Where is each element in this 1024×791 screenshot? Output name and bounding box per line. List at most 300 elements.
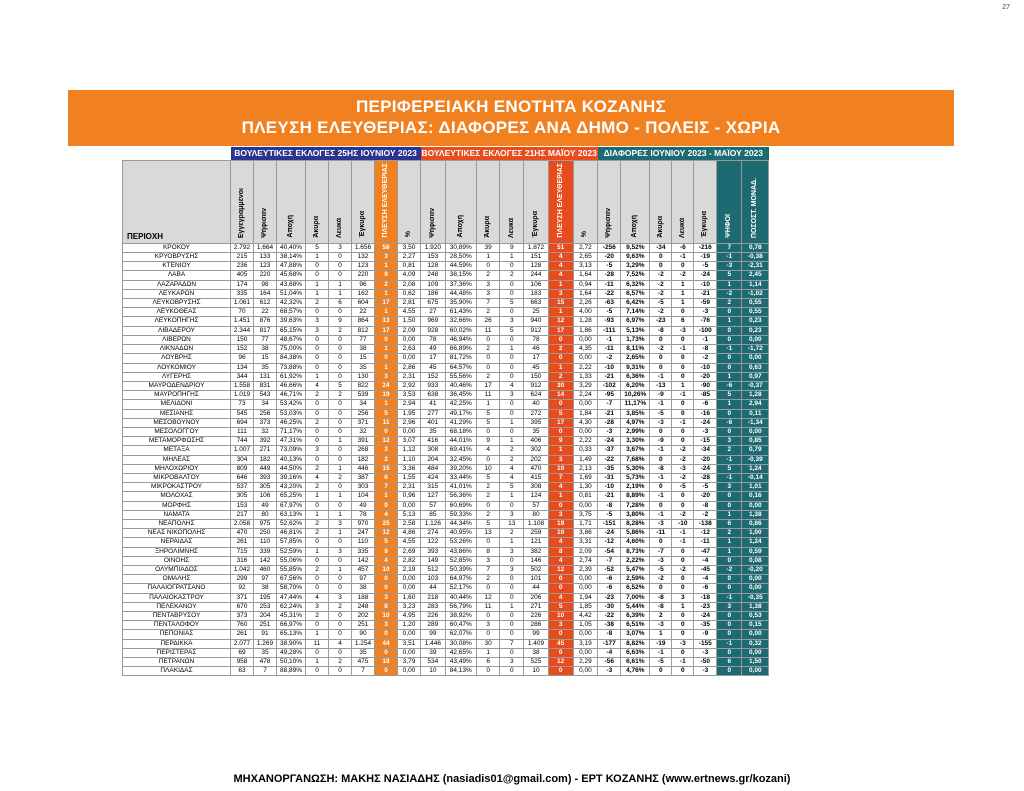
diff-cell: 0	[672, 335, 694, 344]
table-row	[123, 437, 769, 446]
diff-cell: -6	[598, 584, 621, 593]
diff-cell: -1	[650, 473, 672, 482]
region-name: ΠΕΤΡΑΝΩΝ	[123, 658, 231, 667]
diff-cell: 0	[672, 630, 694, 639]
diff-points: 0,78	[742, 243, 769, 252]
diff-points: 0,59	[742, 547, 769, 556]
table-cell: 84,38%	[277, 354, 306, 363]
diff-points: 0,11	[742, 409, 769, 418]
table-cell: 88,89%	[277, 667, 306, 676]
region-name: ΜΕΤΑΜΟΡΦΩΣΗΣ	[123, 437, 231, 446]
table-cell: 0,00	[573, 584, 598, 593]
table-row	[123, 621, 769, 630]
diff-cell: 2,59%	[621, 575, 650, 584]
table-cell: 248	[352, 602, 375, 611]
may-pleusi-votes: 3	[548, 510, 573, 519]
diff-votes: 0	[717, 492, 742, 501]
table-cell: 1.269	[254, 639, 277, 648]
table-cell: 17	[421, 354, 446, 363]
table-cell: 217	[231, 510, 254, 519]
table-cell: 33,44%	[445, 473, 476, 482]
table-row	[123, 345, 769, 354]
diff-votes: 0	[717, 621, 742, 630]
table-cell: 151	[524, 253, 549, 262]
region-name: ΛΥΓΕΡΗΣ	[123, 372, 231, 381]
table-cell: 424	[421, 473, 446, 482]
table-row	[123, 262, 769, 271]
diff-cell: -5	[650, 658, 672, 667]
table-cell: 55,56%	[445, 372, 476, 381]
diff-cell: 3,85%	[621, 409, 650, 418]
table-cell: 305	[254, 483, 277, 492]
table-cell: 4	[329, 639, 352, 648]
june-pleusi-votes: 19	[375, 391, 398, 400]
table-cell: 43,68%	[277, 280, 306, 289]
june-pleusi-votes: 10	[375, 611, 398, 620]
table-cell: 1,85	[573, 602, 598, 611]
table-cell: 0	[500, 630, 524, 639]
table-cell: 6	[329, 299, 352, 308]
table-cell: 150	[524, 372, 549, 381]
may-pleusi-votes: 19	[548, 519, 573, 528]
diff-cell: 1	[672, 602, 694, 611]
table-cell: 2.077	[231, 639, 254, 648]
diff-votes: 0	[717, 648, 742, 657]
table-cell: 40	[524, 400, 549, 409]
table-cell: 2	[476, 345, 500, 354]
table-cell: 612	[254, 299, 277, 308]
diff-votes: 2	[717, 446, 742, 455]
table-cell: 1	[306, 510, 329, 519]
table-cell: 2	[306, 611, 329, 620]
june-pleusi-votes: 1	[375, 400, 398, 409]
diff-cell: 8,82%	[621, 639, 650, 648]
table-cell: 4	[500, 381, 524, 390]
diff-cell: -21	[598, 492, 621, 501]
diff-cell: 9,52%	[621, 243, 650, 252]
table-cell: 274	[421, 529, 446, 538]
table-cell: 393	[421, 547, 446, 556]
table-cell: 42,32%	[277, 299, 306, 308]
table-cell: 2	[306, 464, 329, 473]
table-cell: 0	[500, 280, 524, 289]
table-cell: 2	[306, 483, 329, 492]
table-cell: 162	[352, 289, 375, 298]
diff-cell: 0	[672, 611, 694, 620]
table-cell: 0,00	[573, 575, 598, 584]
table-cell: 0	[500, 400, 524, 409]
table-cell: 61,43%	[445, 308, 476, 317]
diff-cell: -3	[672, 326, 694, 335]
col-header-june-0: Εγγεγραμμένοι	[231, 161, 254, 244]
diff-cell: -1	[650, 510, 672, 519]
table-cell: 1.872	[524, 243, 549, 252]
table-cell: 142	[352, 556, 375, 565]
june-pleusi-votes: 1	[375, 363, 398, 372]
table-cell: 63	[231, 667, 254, 676]
table-row	[123, 602, 769, 611]
table-cell: 3	[500, 317, 524, 326]
table-cell: 45,31%	[277, 611, 306, 620]
diff-cell: -16	[694, 409, 717, 418]
diff-points: 0,00	[742, 630, 769, 639]
table-cell: 0,81	[398, 262, 421, 271]
table-cell: 128	[524, 262, 549, 271]
table-cell: 0	[500, 667, 524, 676]
table-row	[123, 648, 769, 657]
diff-cell: -34	[694, 446, 717, 455]
diff-cell: -7	[650, 547, 672, 556]
table-cell: 5	[476, 409, 500, 418]
table-cell: 0	[476, 262, 500, 271]
table-cell: 1.007	[231, 446, 254, 455]
table-cell: 1,71	[573, 519, 598, 528]
table-cell: 40,44%	[445, 593, 476, 602]
table-cell: 646	[231, 473, 254, 482]
table-cell: 13	[500, 519, 524, 528]
table-cell: 1,64	[573, 271, 598, 280]
table-cell: 56,36%	[445, 492, 476, 501]
table-cell: 299	[231, 575, 254, 584]
table-cell: 308	[421, 446, 446, 455]
region-name: ΛΕΥΚΑΡΩΝ	[123, 289, 231, 298]
table-cell: 97	[254, 575, 277, 584]
table-cell: 65,13%	[277, 630, 306, 639]
diff-points: -0,20	[742, 565, 769, 574]
diff-cell: -30	[598, 602, 621, 611]
table-cell: 1,20	[398, 621, 421, 630]
diff-cell: 6,20%	[621, 381, 650, 390]
diff-points: 0,16	[742, 492, 769, 501]
diff-cell: -9	[650, 391, 672, 400]
table-row	[123, 363, 769, 372]
table-cell: 470	[231, 529, 254, 538]
table-cell: 1.920	[421, 243, 446, 252]
table-row	[123, 565, 769, 574]
table-cell: 2,72	[573, 243, 598, 252]
table-cell: 35	[254, 363, 277, 372]
diff-cell: -52	[598, 565, 621, 574]
diff-cell: -155	[694, 639, 717, 648]
table-cell: 0	[329, 621, 352, 630]
diff-cell: 0	[672, 400, 694, 409]
table-cell: 335	[352, 547, 375, 556]
table-cell: 315	[421, 483, 446, 492]
table-cell: 132	[352, 253, 375, 262]
table-cell: 1	[306, 280, 329, 289]
diff-cell: -5	[650, 299, 672, 308]
table-cell: 2,08	[398, 280, 421, 289]
table-cell: 27	[421, 308, 446, 317]
diff-cell: -12	[694, 529, 717, 538]
table-cell: 44,59%	[445, 262, 476, 271]
june-pleusi-votes: 6	[375, 473, 398, 482]
table-cell: 183	[524, 289, 549, 298]
table-cell: 68,57%	[277, 308, 306, 317]
diff-cell: -5	[598, 308, 621, 317]
diff-votes: 2	[717, 299, 742, 308]
table-cell: 663	[524, 299, 549, 308]
table-cell: 204	[421, 455, 446, 464]
table-cell: 308	[524, 483, 549, 492]
table-cell: 49,17%	[445, 409, 476, 418]
diff-cell: -1	[672, 529, 694, 538]
table-cell: 391	[352, 437, 375, 446]
diff-cell: -22	[598, 455, 621, 464]
june-pleusi-votes: 12	[375, 437, 398, 446]
table-cell: 53,26%	[445, 538, 476, 547]
diff-points: 0,23	[742, 317, 769, 326]
table-cell: 0	[329, 345, 352, 354]
diff-points: 0,53	[742, 611, 769, 620]
table-cell: 111	[231, 427, 254, 436]
table-cell: 1.409	[524, 639, 549, 648]
table-cell: 271	[254, 446, 277, 455]
diff-points: 0,55	[742, 299, 769, 308]
diff-cell: 4,76%	[621, 667, 650, 676]
diff-points: 0,15	[742, 621, 769, 630]
diff-points: 0,63	[742, 363, 769, 372]
region-name: ΛΙΒΕΡΩΝ	[123, 335, 231, 344]
diff-cell: 6,39%	[621, 611, 650, 620]
may-pleusi-votes: 0	[548, 575, 573, 584]
may-pleusi-votes: 4	[548, 271, 573, 280]
table-cell: 51,04%	[277, 289, 306, 298]
table-row	[123, 280, 769, 289]
table-cell: 62,24%	[277, 602, 306, 611]
diff-votes: -6	[717, 381, 742, 390]
table-cell: 2	[500, 455, 524, 464]
june-pleusi-votes: 0	[375, 667, 398, 676]
table-cell: 36,45%	[445, 391, 476, 400]
june-pleusi-votes: 9	[375, 547, 398, 556]
diff-cell: 5,44%	[621, 602, 650, 611]
diff-votes: -1	[717, 455, 742, 464]
table-cell: 30	[476, 639, 500, 648]
table-cell: 4	[500, 464, 524, 473]
diff-votes: 6	[717, 519, 742, 528]
table-cell: 0,00	[573, 630, 598, 639]
table-cell: 202	[524, 455, 549, 464]
table-cell: 286	[524, 621, 549, 630]
table-cell: 2,58	[398, 519, 421, 528]
may-pleusi-votes: 12	[548, 565, 573, 574]
diff-cell: -8	[650, 464, 672, 473]
table-cell: 55,85%	[277, 565, 306, 574]
table-cell: 77	[352, 335, 375, 344]
table-cell: 0,00	[398, 667, 421, 676]
table-cell: 202	[352, 611, 375, 620]
table-cell: 822	[352, 381, 375, 390]
table-cell: 4,09	[398, 271, 421, 280]
region-name: ΠΕΛΕΚΑΝΟΥ	[123, 602, 231, 611]
table-cell: 933	[421, 381, 446, 390]
table-cell: 502	[524, 565, 549, 574]
june-pleusi-votes: 0	[375, 630, 398, 639]
diff-points: 0,00	[742, 427, 769, 436]
may-pleusi-votes: 1	[548, 280, 573, 289]
table-cell: 4,55	[398, 538, 421, 547]
diff-cell: -3	[694, 667, 717, 676]
june-pleusi-votes: 0	[375, 575, 398, 584]
table-cell: 65,15%	[277, 326, 306, 335]
may-pleusi-votes: 4	[548, 593, 573, 602]
table-cell: 0	[476, 538, 500, 547]
diff-cell: 1	[672, 299, 694, 308]
table-cell: 2,19	[398, 565, 421, 574]
table-row	[123, 372, 769, 381]
table-cell: 675	[421, 299, 446, 308]
table-cell: 195	[254, 593, 277, 602]
may-pleusi-votes: 2	[548, 372, 573, 381]
table-cell: 0	[500, 308, 524, 317]
may-pleusi-votes: 2	[548, 345, 573, 354]
table-cell: 4	[500, 473, 524, 482]
table-cell: 134	[231, 363, 254, 372]
table-cell: 60,47%	[445, 621, 476, 630]
diff-votes: 3	[717, 437, 742, 446]
diff-cell: 4,97%	[621, 418, 650, 427]
region-name: ΛΕΥΚΟΠΗΓΗΣ	[123, 317, 231, 326]
table-cell: 484	[421, 464, 446, 473]
table-cell: 1.019	[231, 391, 254, 400]
may-pleusi-votes: 45	[548, 639, 573, 648]
table-cell: 34	[352, 400, 375, 409]
col-header-june-2: Αποχή	[277, 161, 306, 244]
may-pleusi-votes: 0	[548, 648, 573, 657]
table-cell: 831	[254, 381, 277, 390]
diff-points: 0,00	[742, 584, 769, 593]
table-cell: 35	[524, 427, 549, 436]
diff-cell: -3	[650, 519, 672, 528]
june-pleusi-votes: 8	[375, 602, 398, 611]
diff-cell: -3	[650, 621, 672, 630]
diff-points: 2,94	[742, 400, 769, 409]
diff-cell: -2	[672, 446, 694, 455]
table-cell: 0	[329, 575, 352, 584]
diff-votes: 0	[717, 335, 742, 344]
diff-cell: -11	[598, 280, 621, 289]
table-cell: 2,26	[573, 299, 598, 308]
table-row	[123, 317, 769, 326]
table-cell: 5	[500, 299, 524, 308]
table-cell: 244	[524, 271, 549, 280]
region-name: ΜΟΡΦΗΣ	[123, 501, 231, 510]
diff-cell: 6,51%	[621, 621, 650, 630]
diff-votes: -1	[717, 345, 742, 354]
diff-votes: 0	[717, 409, 742, 418]
table-cell: 0	[306, 363, 329, 372]
diff-cell: 7,68%	[621, 455, 650, 464]
table-cell: 416	[421, 437, 446, 446]
table-cell: 73	[231, 400, 254, 409]
table-cell: 2	[476, 575, 500, 584]
table-cell: 0	[476, 354, 500, 363]
diff-cell: 0	[672, 667, 694, 676]
table-row	[123, 483, 769, 492]
june-pleusi-votes: 2	[375, 455, 398, 464]
diff-cell: -28	[694, 473, 717, 482]
table-cell: 3	[500, 565, 524, 574]
diff-cell: 0	[672, 556, 694, 565]
diff-cell: -63	[598, 299, 621, 308]
col-header-june-6: ΠΛΕΥΣΗ ΕΛΕΥΘΕΡΙΑΣ	[375, 161, 398, 244]
table-cell: 0	[476, 501, 500, 510]
may-pleusi-votes: 17	[548, 418, 573, 427]
diff-cell: -21	[598, 409, 621, 418]
june-pleusi-votes: 0	[375, 354, 398, 363]
june-pleusi-votes: 12	[375, 529, 398, 538]
table-row	[123, 556, 769, 565]
diff-votes: 1	[717, 538, 742, 547]
table-cell: 406	[524, 437, 549, 446]
diff-cell: 0	[672, 621, 694, 630]
table-cell: 204	[254, 611, 277, 620]
table-cell: 0	[329, 354, 352, 363]
table-cell: 152	[421, 372, 446, 381]
table-cell: 64,57%	[445, 363, 476, 372]
diff-cell: 1	[650, 630, 672, 639]
table-cell: 1	[500, 492, 524, 501]
table-cell: 393	[254, 473, 277, 482]
table-cell: 0	[476, 630, 500, 639]
table-cell: 2,39	[573, 565, 598, 574]
table-cell: 305	[231, 492, 254, 501]
diff-cell: -5	[672, 483, 694, 492]
table-cell: 40,40%	[277, 243, 306, 252]
table-cell: 58,70%	[277, 584, 306, 593]
region-name: ΠΑΛΑΙΟΚΑΣΤΡΟΥ	[123, 593, 231, 602]
table-cell: 11	[476, 326, 500, 335]
diff-cell: 9,63%	[621, 253, 650, 262]
may-pleusi-votes: 0	[548, 630, 573, 639]
region-name: ΝΕΑΠΟΛΗΣ	[123, 519, 231, 528]
table-row	[123, 409, 769, 418]
diff-cell: -23	[598, 593, 621, 602]
table-cell: 80	[254, 510, 277, 519]
diff-cell: -10	[694, 280, 717, 289]
col-header-may-3: Λευκά	[500, 161, 524, 244]
region-name: ΠΕΠΟΝΙΑΣ	[123, 630, 231, 639]
table-cell: 52,85%	[445, 556, 476, 565]
diff-votes: 0	[717, 667, 742, 676]
table-cell: 46,25%	[277, 418, 306, 427]
table-cell: 1,60	[398, 593, 421, 602]
table-cell: 101	[524, 575, 549, 584]
table-cell: 1	[500, 253, 524, 262]
table-cell: 371	[231, 593, 254, 602]
table-cell: 604	[352, 299, 375, 308]
table-cell: 104	[352, 492, 375, 501]
table-cell: 1,10	[398, 455, 421, 464]
table-cell: 0	[306, 538, 329, 547]
table-cell: 10	[421, 667, 446, 676]
table-row	[123, 639, 769, 648]
may-pleusi-votes: 0	[548, 584, 573, 593]
col-header-june-7: %	[398, 161, 421, 244]
table-cell: 22	[352, 308, 375, 317]
table-cell: 0,00	[573, 335, 598, 344]
table-cell: 2	[329, 658, 352, 667]
table-cell: 0	[476, 427, 500, 436]
table-cell: 4,55	[398, 308, 421, 317]
may-pleusi-votes: 17	[548, 326, 573, 335]
diff-cell: 9,31%	[621, 363, 650, 372]
diff-cell: -3	[694, 427, 717, 436]
diff-cell: -56	[598, 658, 621, 667]
diff-cell: 0	[650, 253, 672, 262]
table-cell: 304	[231, 455, 254, 464]
